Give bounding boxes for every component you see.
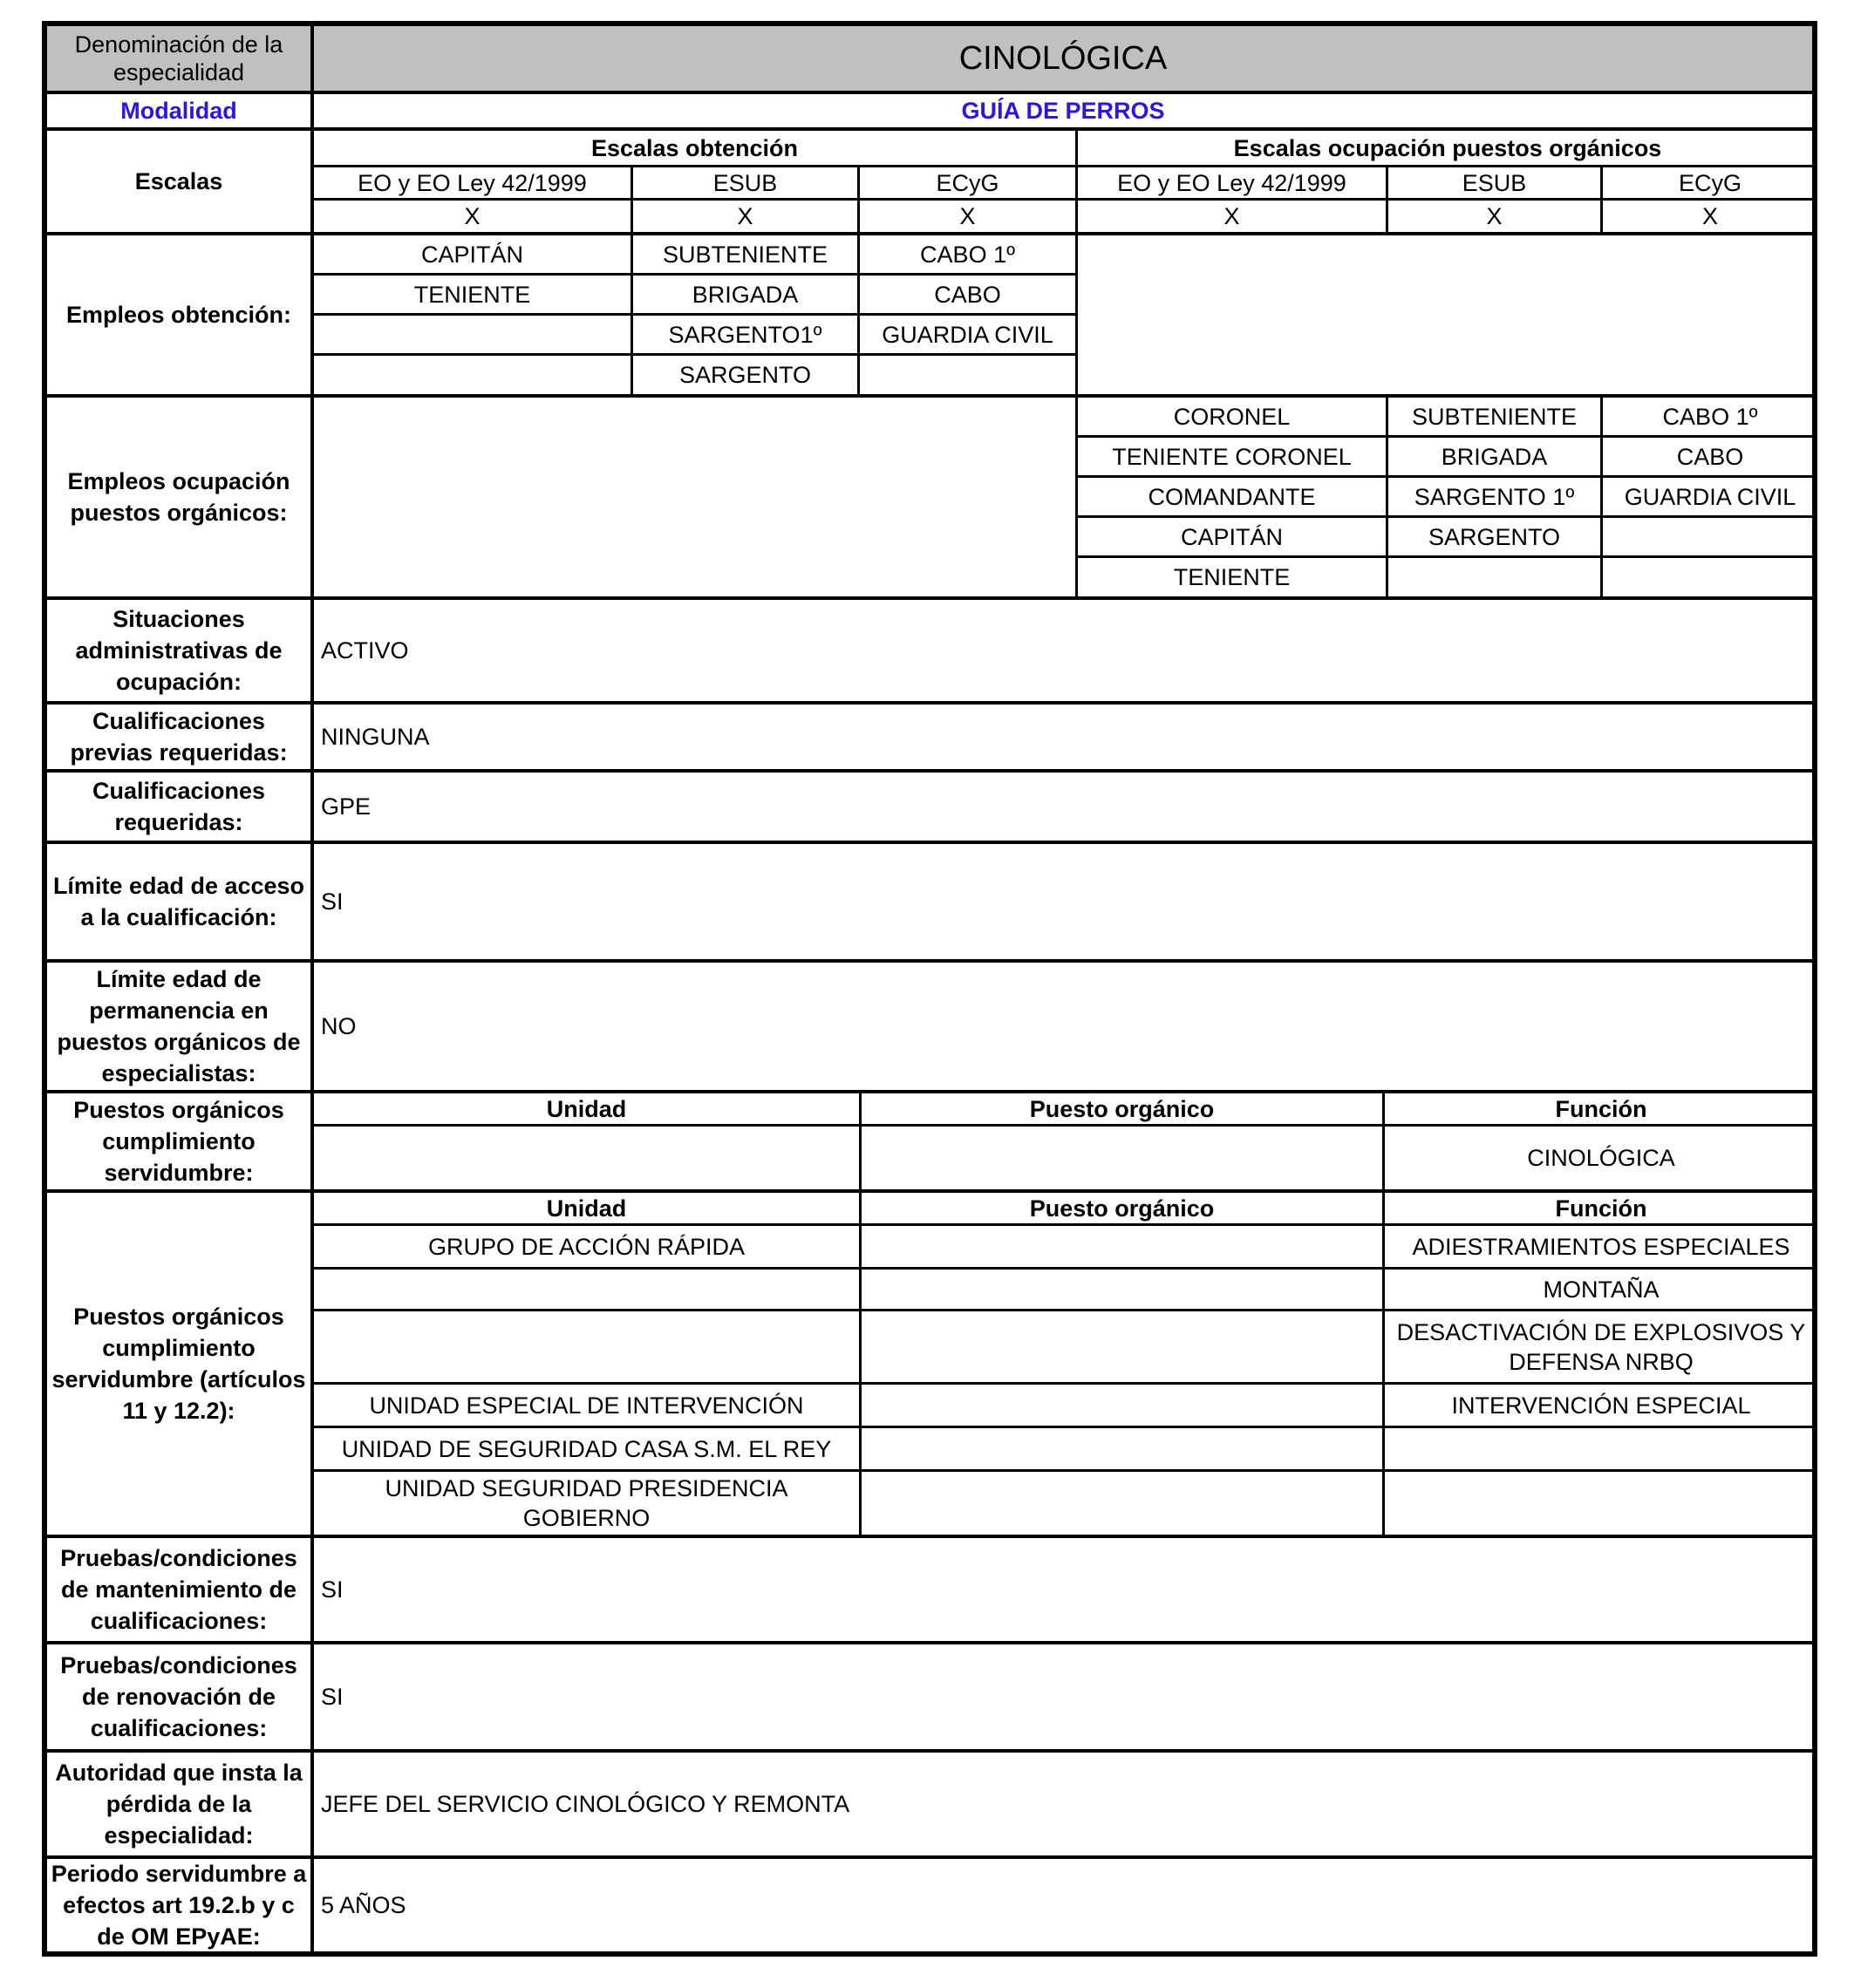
escalas-row [47, 131, 1812, 235]
pruebas-mantenimiento-label: Pruebas/condiciones de mantenimiento de cualificaciones: [47, 1538, 314, 1641]
servidumbre-funcion: CINOLÓGICA [1527, 1145, 1675, 1171]
art-funcion [1385, 1472, 1817, 1535]
art-puesto [862, 1270, 1385, 1311]
empleo-obt-esub: BRIGADA [633, 276, 860, 316]
escala-obt-eo: EO y EO Ley 42/1999 [314, 167, 633, 201]
cualif-previas-label: Cualificaciones previas requeridas: [47, 705, 314, 769]
situaciones-label: Situaciones administrativas de ocupación: [47, 600, 314, 701]
cualif-previas-value: NINGUNA [321, 723, 430, 750]
escala-mark: X [314, 201, 633, 232]
periodo-row [47, 1859, 1812, 1951]
escala-obt-ecyg: ECyG [860, 167, 1078, 201]
empleo-ocu-esub: SUBTENIENTE [1388, 398, 1603, 438]
empleo-ocu-eo: COMANDANTE [1078, 478, 1388, 518]
col-header-funcion: Función [1385, 1193, 1817, 1226]
empleo-obt-eo: CAPITÁN [314, 235, 633, 276]
servidumbre-unidad [314, 1127, 862, 1189]
art-unidad: UNIDAD ESPECIAL DE INTERVENCIÓN [314, 1385, 862, 1428]
empleo-obt-esub: SARGENTO [633, 356, 860, 394]
escalas-obtencion-header: Escalas obtención [314, 131, 1078, 167]
empleo-obt-esub: SARGENTO1º [633, 316, 860, 356]
empleo-ocu-eo: TENIENTE CORONEL [1078, 438, 1388, 478]
pruebas-mantenimiento-value: SI [321, 1576, 344, 1603]
art-funcion: ADIESTRAMIENTOS ESPECIALES [1385, 1226, 1817, 1270]
empleo-ocu-eo: CORONEL [1078, 398, 1388, 438]
specialty-title: CINOLÓGICA [958, 39, 1168, 77]
col-header-funcion: Función [1385, 1093, 1817, 1127]
empleos-ocupacion-row [47, 398, 1812, 600]
col-header-unidad: Unidad [314, 1193, 862, 1226]
autoridad-label: Autoridad que insta la pérdida de la especialidad: [47, 1753, 314, 1855]
limite-permanencia-row [47, 963, 1812, 1093]
art-unidad [314, 1311, 862, 1385]
art-puesto [862, 1311, 1385, 1385]
art-funcion [1385, 1428, 1817, 1472]
empleo-obt-ecyg: CABO 1º [860, 235, 1078, 276]
art-unidad: UNIDAD DE SEGURIDAD CASA S.M. EL REY [314, 1428, 862, 1472]
header-row [47, 26, 1812, 94]
empleo-ocu-ecyg [1603, 558, 1817, 596]
art-unidad: GRUPO DE ACCIÓN RÁPIDA [314, 1226, 862, 1270]
art-puesto [862, 1472, 1385, 1535]
pruebas-renovacion-row [47, 1644, 1812, 1753]
specialty-sheet [42, 21, 1817, 1957]
empleos-ocupacion-label: Empleos ocupación puestos orgánicos: [47, 398, 314, 596]
puestos-articulos-label: Puestos orgánicos cumplimiento servidumbre (artículos 11 y 12.2): [47, 1193, 314, 1535]
pruebas-renovacion-value: SI [321, 1683, 344, 1710]
col-header-puesto: Puesto orgánico [862, 1193, 1385, 1226]
empleo-ocu-esub: SARGENTO 1º [1388, 478, 1603, 518]
escala-ocu-eo: EO y EO Ley 42/1999 [1078, 167, 1388, 201]
cualif-requeridas-row [47, 773, 1812, 844]
escala-mark: X [1388, 201, 1603, 232]
art-puesto [862, 1226, 1385, 1270]
cualif-requeridas-label: Cualificaciones requeridas: [47, 773, 314, 841]
col-header-unidad: Unidad [314, 1093, 862, 1127]
escala-mark: X [1078, 201, 1388, 232]
limite-permanencia-label: Límite edad de permanencia en puestos orgánicos de especialistas: [47, 963, 314, 1090]
art-puesto [862, 1428, 1385, 1472]
periodo-value: 5 AÑOS [321, 1891, 406, 1918]
limite-permanencia-value: NO [321, 1012, 357, 1039]
empleo-obt-eo [314, 316, 633, 356]
escalas-ocupacion-header: Escalas ocupación puestos orgánicos [1078, 131, 1817, 167]
empleo-ocu-eo: CAPITÁN [1078, 518, 1388, 558]
art-unidad: UNIDAD SEGURIDAD PRESIDENCIA GOBIERNO [314, 1472, 862, 1535]
autoridad-row [47, 1753, 1812, 1859]
empleo-ocu-esub: BRIGADA [1388, 438, 1603, 478]
empleos-obtencion-label: Empleos obtención: [47, 235, 314, 394]
empleo-ocu-ecyg: CABO 1º [1603, 398, 1817, 438]
autoridad-value: JEFE DEL SERVICIO CINOLÓGICO Y REMONTA [321, 1790, 850, 1817]
modalidad-value: GUÍA DE PERROS [961, 97, 1165, 124]
empleo-ocu-blank [314, 398, 1078, 596]
empleo-ocu-ecyg: GUARDIA CIVIL [1603, 478, 1817, 518]
situaciones-value: ACTIVO [321, 637, 409, 664]
limite-acceso-row [47, 844, 1812, 963]
escala-mark: X [1701, 203, 1718, 229]
art-puesto [862, 1385, 1385, 1428]
limite-acceso-label: Límite edad de acceso a la cualificación: [47, 844, 314, 959]
escala-mark: X [860, 201, 1078, 232]
empleo-obt-eo: TENIENTE [314, 276, 633, 316]
col-header-puesto: Puesto orgánico [862, 1093, 1385, 1127]
art-unidad [314, 1270, 862, 1311]
pruebas-renovacion-label: Pruebas/condiciones de renovación de cualificaciones: [47, 1644, 314, 1749]
escala-obt-esub: ESUB [633, 167, 860, 201]
art-funcion: MONTAÑA [1385, 1270, 1817, 1311]
pruebas-mantenimiento-row [47, 1538, 1812, 1644]
empleo-obt-ecyg [860, 356, 1078, 394]
cualif-requeridas-value: GPE [321, 793, 371, 820]
art-funcion: DESACTIVACIÓN DE EXPLOSIVOS Y DEFENSA NRBQ [1385, 1311, 1817, 1385]
empleo-ocu-eo: TENIENTE [1078, 558, 1388, 596]
empleo-obt-ecyg: GUARDIA CIVIL [860, 316, 1078, 356]
empleo-ocu-esub [1388, 558, 1603, 596]
escala-ocu-ecyg: ECyG [1603, 167, 1817, 201]
empleo-obt-eo [314, 356, 633, 394]
empleo-ocu-ecyg: CABO [1603, 438, 1817, 478]
periodo-label: Periodo servidumbre a efectos art 19.2.b y c de OM EPyAE: [47, 1859, 314, 1951]
empleos-obtencion-row [47, 235, 1812, 398]
puestos-servidumbre-row [47, 1093, 1812, 1193]
escalas-label: Escalas [47, 131, 314, 232]
limite-acceso-value: SI [321, 888, 344, 915]
escala-ocu-esub: ESUB [1388, 167, 1603, 201]
modalidad-label: Modalidad [47, 94, 314, 127]
empleo-ocu-esub: SARGENTO [1388, 518, 1603, 558]
cualif-previas-row [47, 705, 1812, 773]
modalidad-row [47, 94, 1812, 131]
art-funcion: INTERVENCIÓN ESPECIAL [1385, 1385, 1817, 1428]
situaciones-row [47, 600, 1812, 705]
empleo-obt-esub: SUBTENIENTE [633, 235, 860, 276]
header-label: Denominación de la especialidad [47, 26, 314, 91]
escala-mark: X [633, 201, 860, 232]
servidumbre-puesto [862, 1127, 1385, 1189]
puestos-articulos-row [47, 1193, 1812, 1538]
empleo-ocu-ecyg [1603, 518, 1817, 558]
puestos-servidumbre-label: Puestos orgánicos cumplimiento servidumbre: [47, 1093, 314, 1189]
empleo-obt-ecyg: CABO [860, 276, 1078, 316]
